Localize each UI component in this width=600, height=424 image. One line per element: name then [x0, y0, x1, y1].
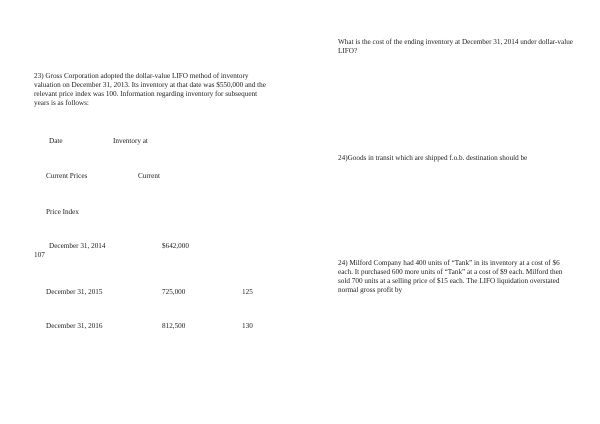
question-ending-inventory-lifo: What is the cost of the ending inventory at December 31, 2014 under dollar-value LIFO?: [338, 38, 573, 55]
table-row-index: 107: [34, 251, 45, 259]
table-row-index: 125: [242, 288, 253, 296]
table-row-inventory: $642,000: [162, 242, 189, 250]
question-24-milford-company: 24) Milford Company had 400 units of “Tank” in its inventory at a cost of $6 each. It purchased 600 more units of “Tank” at a cost of $9 each. Milford then sold 700 units at a selling price of $15 each. The LIFO liquidation overstated normal gross profit by: [338, 259, 563, 294]
table-row-inventory: 812,500: [162, 322, 186, 330]
table-header-date: Date: [49, 137, 63, 145]
table-row-index: 130: [242, 322, 253, 330]
table-row-inventory: 725,000: [162, 288, 186, 296]
table-header-inventory-at: Inventory at: [113, 137, 148, 145]
question-23-gross-corporation: 23) Gross Corporation adopted the dollar-value LIFO method of inventory valuation on December 31, 2013. Its inventory at that date was $550,000 and the relevant price index was 100. Information regarding inventory for subsequent years is as follows:: [34, 72, 266, 107]
table-row-date: December 31, 2015: [46, 288, 103, 296]
table-header-current: Current: [138, 172, 160, 180]
table-row-date: December 31, 2014: [49, 242, 106, 250]
table-header-price-index: Price Index: [46, 208, 79, 216]
table-row-date: December 31, 2016: [46, 322, 103, 330]
table-header-current-prices: Current Prices: [46, 172, 88, 180]
question-24-goods-in-transit: 24)Goods in transit which are shipped f.o.b. destination should be: [338, 154, 528, 162]
